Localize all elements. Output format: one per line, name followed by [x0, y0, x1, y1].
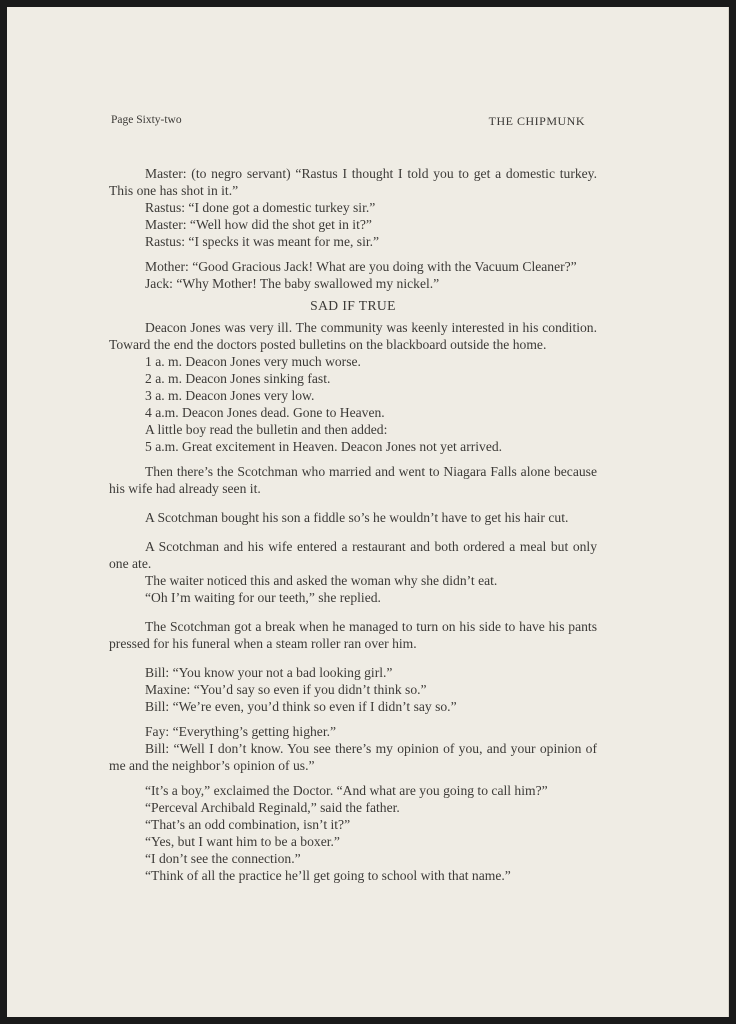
- paragraph: Then there’s the Scotchman who married and went to Niagara Falls alone because his wife had already seen it.: [109, 464, 597, 496]
- paragraph: The waiter noticed this and asked the woman why she didn’t eat.: [145, 573, 498, 588]
- paragraph: 2 a. m. Deacon Jones sinking fast.: [145, 371, 331, 386]
- paragraph: “Yes, but I want him to be a boxer.”: [145, 834, 340, 849]
- paragraph: Jack: “Why Mother! The baby swallowed my nickel.”: [145, 276, 440, 291]
- paragraph: 1 a. m. Deacon Jones very much worse.: [145, 354, 361, 369]
- paragraph: A little boy read the bulletin and then added:: [145, 422, 388, 437]
- page-sheet: [7, 7, 729, 1017]
- paragraph: 3 a. m. Deacon Jones very low.: [145, 388, 315, 403]
- publication-title: THE CHIPMUNK: [488, 114, 585, 128]
- page-body: [109, 165, 597, 884]
- paragraph: “Oh I’m waiting for our teeth,” she replied.: [145, 590, 381, 605]
- section-heading: SAD IF TRUE: [310, 298, 396, 313]
- paragraph: Master: “Well how did the shot get in it?”: [145, 217, 372, 232]
- paragraph: A Scotchman and his wife entered a restaurant and both ordered a meal but only one ate.: [109, 539, 597, 571]
- paragraph: Deacon Jones was very ill. The community was keenly interested in his condition. Toward the end the doctors posted bulletins on the blackboard outside the home.: [109, 320, 597, 352]
- paragraph: Mother: “Good Gracious Jack! What are you doing with the Vacuum Cleaner?”: [145, 259, 577, 274]
- paragraph: Fay: “Everything’s getting higher.”: [145, 724, 337, 739]
- paragraph: “Perceval Archibald Reginald,” said the father.: [145, 800, 400, 815]
- paragraph: Bill: “We’re even, you’d think so even if I didn’t say so.”: [145, 699, 457, 714]
- paragraph: A Scotchman bought his son a fiddle so’s he wouldn’t have to get his hair cut.: [145, 510, 569, 525]
- paragraph: “That’s an odd combination, isn’t it?”: [145, 817, 351, 832]
- paragraph: Bill: “You know your not a bad looking girl.”: [145, 665, 393, 680]
- paragraph: 5 a.m. Great excitement in Heaven. Deacon Jones not yet arrived.: [145, 439, 503, 454]
- paragraph: “I don’t see the connection.”: [145, 851, 301, 866]
- paragraph: 4 a.m. Deacon Jones dead. Gone to Heaven.: [145, 405, 385, 420]
- paragraph: The Scotchman got a break when he managed to turn on his side to have his pants pressed for his funeral when a steam roller ran over him.: [109, 619, 597, 651]
- paragraph: “It’s a boy,” exclaimed the Doctor. “And what are you going to call him?”: [145, 783, 548, 798]
- paragraph: “Think of all the practice he’ll get going to school with that name.”: [145, 868, 511, 883]
- paragraph: Rastus: “I specks it was meant for me, sir.”: [145, 234, 380, 249]
- paragraph: Rastus: “I done got a domestic turkey sir.”: [145, 200, 376, 215]
- paragraph: Bill: “Well I don’t know. You see there’s my opinion of you, and your opinion of me and the neighbor’s opinion of us.”: [109, 741, 597, 773]
- paragraph: Master: (to negro servant) “Rastus I thought I told you to get a domestic turkey. This one has shot in it.”: [109, 166, 597, 198]
- page-number: Page Sixty-two: [111, 114, 182, 126]
- paragraph: Maxine: “You’d say so even if you didn’t think so.”: [145, 682, 427, 697]
